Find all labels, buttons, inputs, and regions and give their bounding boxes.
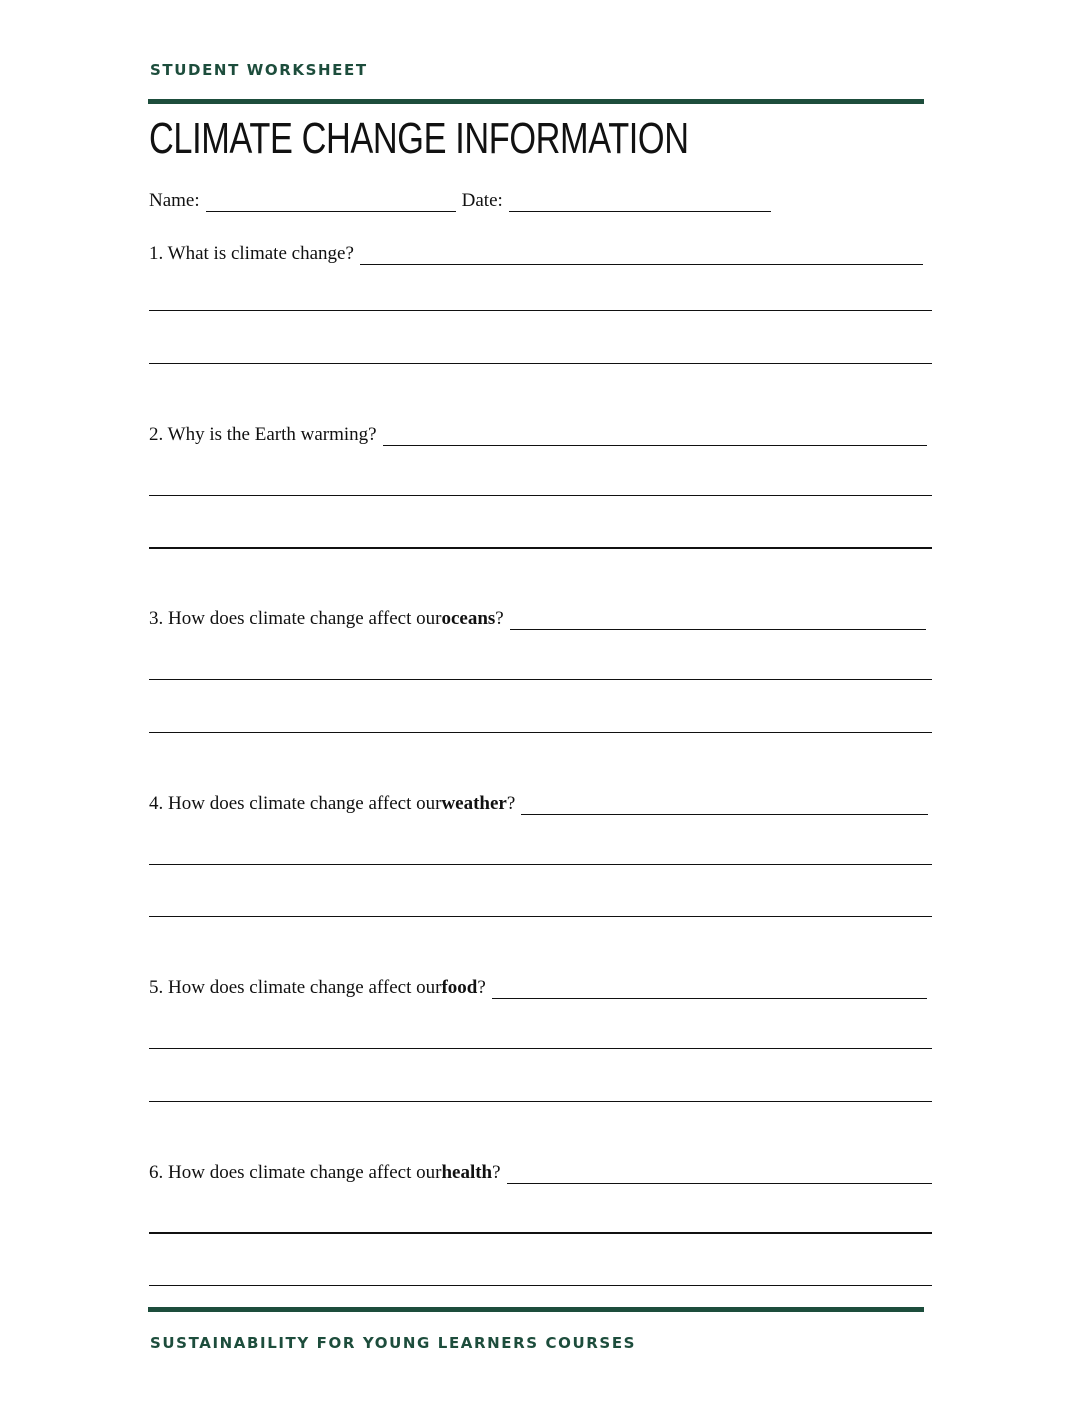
answer-line[interactable]	[149, 732, 932, 733]
question-2	[149, 424, 927, 446]
question-1	[149, 243, 923, 265]
answer-line[interactable]	[149, 864, 932, 865]
date-field[interactable]	[509, 193, 771, 212]
question-suffix: ?	[477, 977, 486, 998]
name-label: Name:	[149, 190, 200, 211]
answer-line[interactable]	[149, 495, 932, 496]
answer-field[interactable]	[507, 1165, 932, 1184]
question-text: 2. Why is the Earth warming?	[149, 424, 377, 445]
top-divider	[148, 99, 924, 104]
question-text: 6. How does climate change affect our	[149, 1162, 442, 1183]
date-label: Date:	[461, 190, 503, 211]
question-text: 1. What is climate change?	[149, 243, 354, 264]
page-title: CLIMATE CHANGE INFORMATION	[149, 114, 689, 163]
answer-field[interactable]	[510, 611, 926, 630]
name-field[interactable]	[206, 193, 456, 212]
answer-line[interactable]	[149, 1232, 932, 1234]
question-suffix: ?	[506, 793, 516, 814]
answer-line[interactable]	[149, 310, 932, 311]
answer-line[interactable]	[149, 1048, 932, 1049]
question-keyword: health	[441, 1162, 493, 1183]
question-suffix: ?	[492, 1162, 501, 1183]
question-keyword: weather	[441, 793, 507, 814]
question-3	[149, 608, 926, 630]
answer-line[interactable]	[149, 916, 932, 917]
answer-line[interactable]	[149, 363, 932, 364]
answer-field[interactable]	[360, 246, 923, 265]
question-suffix: ?	[495, 608, 504, 629]
bottom-divider	[148, 1307, 924, 1312]
question-keyword: food	[441, 977, 478, 998]
footer-label: SUSTAINABILITY FOR YOUNG LEARNERS COURSES	[150, 1334, 637, 1352]
answer-field[interactable]	[383, 427, 927, 446]
name-date-row	[149, 190, 771, 212]
question-text: 4. How does climate change affect our	[149, 793, 442, 814]
answer-line[interactable]	[149, 679, 932, 680]
answer-line[interactable]	[149, 547, 932, 549]
question-4	[149, 793, 928, 815]
question-text: 3. How does climate change affect our	[149, 608, 442, 629]
question-text: 5. How does climate change affect our	[149, 977, 442, 998]
question-5	[149, 977, 927, 999]
question-keyword: oceans	[441, 608, 496, 629]
answer-line[interactable]	[149, 1285, 932, 1286]
worksheet-label: STUDENT WORKSHEET	[150, 61, 368, 79]
question-6	[149, 1162, 932, 1184]
answer-field[interactable]	[492, 980, 927, 999]
answer-field[interactable]	[521, 796, 928, 815]
answer-line[interactable]	[149, 1101, 932, 1102]
